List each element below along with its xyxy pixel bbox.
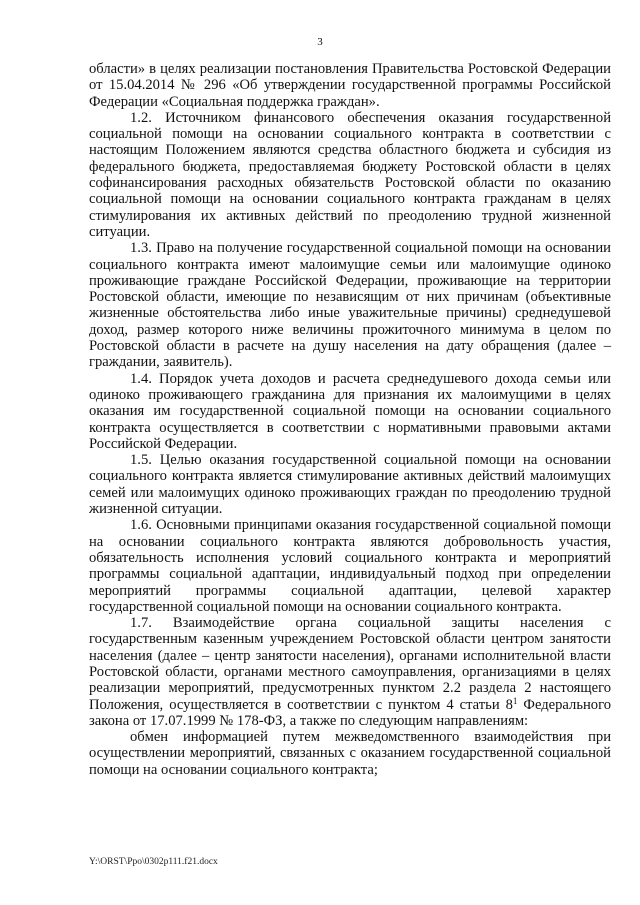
document-body <box>89 61 611 778</box>
superscript-article: 1 <box>512 695 518 706</box>
paragraph-1-6: 1.6. Основными принципами оказания государственной социальной помощи на основании социального контракта являются добровольность участия, обязательность исполнения условий социального контракта и мероприятий программы социальной адаптации, индивидуальный подход при определении мероприятий программы социальной адаптации, целевой характер государственной социальной помощи на основании социального контракта. <box>89 517 611 615</box>
paragraph-exchange: обмен информацией путем межведомственного взаимодействия при осуществлении мероприятий, связанных с оказанием государственной социальной помощи на основании социального контракта; <box>89 729 611 778</box>
paragraph-intro: области» в целях реализации постановления Правительства Ростовской Федерации от 15.04.2014 № 296 «Об утверждении государственной программы Российской Федерации «Социальная поддержка граждан». <box>89 61 611 110</box>
page-number: 3 <box>317 36 323 48</box>
file-path-footer: Y:\ORST\Ppo\0302p111.f21.docx <box>89 857 218 867</box>
paragraph-1-3: 1.3. Право на получение государственной социальной помощи на основании социального контракта имеют малоимущие семьи или малоимущие одиноко проживающие граждане Российской Федерации, проживающие на территории Ростовской области, имеющие по независящим от них причинам (объективные жизненные обстоятельства либо иные уважительные причины) среднедушевой доход, размер которого ниже величины прожиточного минимума в целом по Ростовской области в расчете на душу населения на дату обращения (далее – граждании, заявитель). <box>89 240 611 371</box>
paragraph-1-4: 1.4. Порядок учета доходов и расчета среднедушевого дохода семьи или одиноко проживающего гражданина для признания их малоимущими в целях оказания им государственной социальной помощи на основании социального контракта осуществляется в соответствии с нормативными правовыми актами Российской Федерации. <box>89 370 611 452</box>
paragraph-1-7-text: 1.7. Взаимодействие органа социальной защиты населения с государственным казенным учреждением Ростовской области центром занятости населения (далее – центр занятости населения), органами исполнительной власти Ростовской области, органами местного самоуправления, организациями в целях реализации мероприятий, предусмотренных пунктом 2.2 раздела 2 настоящего Положения, осуществляется в соответствии с пунктом 4 статьи 8 <box>89 615 611 713</box>
paragraph-1-5: 1.5. Целью оказания государственной социальной помощи на основании социального контракта является стимулирование активных действий малоимущих семей или малоимущих одиноко проживающих граждан по преодолению трудной жизненной ситуации. <box>89 452 611 518</box>
paragraph-1-7-tail: Федерального закона от 17.07.1999 № 178-ФЗ, а также по следующим направлениям: <box>89 696 612 729</box>
paragraph-1-7 <box>89 615 611 729</box>
paragraph-1-2: 1.2. Источником финансового обеспечения оказания государственной социальной помощи на основании социального контракта в соответствии с настоящим Положением являются средства областного бюджета и субсидия из федерального бюджета, предоставляемая бюджету Ростовской области в целях софинансирования расходных обязательств Ростовской области по оказанию социальной помощи на основании социального контракта гражданам в целях стимулирования их активных действий по преодолению трудной жизненной ситуации. <box>89 109 611 240</box>
